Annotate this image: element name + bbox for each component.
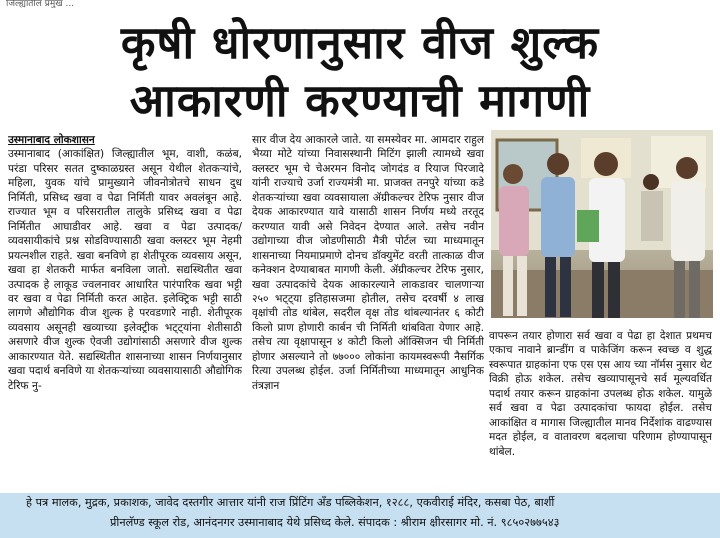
- article-column-2: [252, 133, 484, 493]
- news-photo: [491, 130, 713, 318]
- top-cut-text: जिल्ह्यातील प्रमुख ...: [6, 0, 75, 8]
- column-2-text: सार वीज देय आकारले जाते. या समस्येवर मा. आमदार राहुल भैय्या मोटे यांच्या निवासस्थानी मिटिंग झाली त्यामध्ये खवा क्लस्टर भूम चे चेअरमन विनोद जोगदंड व रियाज पिरजादे यांनी राज्याचे उर्जा राज्यमंत्री मा. प्राजक्त तनपुरे यांच्या कडे शेतकऱ्यांच्या खवा व्यवसायाला ॲग्रीकल्चर टेरिफ नुसार वीज देयक आकारण्यात यावे यासाठी शासन निर्णय मध्ये तरतूद करण्यात यावी असे निवेदन देण्यात आले. तसेच नवीन उद्योगाच्या वीज जोडणीसाठी मैत्री पोर्टल च्या माध्यमातून शासनाच्या नियमाप्रमाणे दोनच डॉक्युमेंट वरती तात्काळ वीज कनेक्शन देण्याबाबत मागणी केली. ॲग्रीकल्चर टेरिफ नुसार, खवा उत्पादकांचे देयक आकारल्याने लाकडावर चालणाऱ्या २५० भट्ट्या इतिहासजमा होतील, तसेच दरवर्षी ४ लाख वृक्षांची तोड थांबेल, सदरील वृक्ष तोड थांबल्यानंतर ६ कोटी किलो प्राण होणारी कार्बन ची निर्मिती थांबविता येणार आहे. तसेच त्या वृक्षापासून ४ कोटी किलो ऑक्सिजन ची निर्मिती होणार असल्याने तो ७७००० लोकांना कायमस्वरूपी नैसर्गिक रित्या उपलब्ध होईल. उर्जा निर्मितीच्या माध्यमातून आधुनिक तंत्रज्ञान: [252, 134, 484, 392]
- headline-line-1: कृषी धोरणानुसार वीज शुल्क: [120, 16, 600, 69]
- imprint-footer: [0, 493, 720, 538]
- imprint-line-2: प्रीनलॅण्ड स्कूल रोड, आनंदनगर उस्मानाबाद येथे प्रसिध्द केले. संपादक : श्रीराम क्षीरसागर मो. नं. ९८५०२७७५४३: [110, 516, 560, 529]
- imprint-line-1: हे पत्र मालक, मुद्रक, प्रकाशक, जावेद दस्तगीर आत्तार यांनी राज प्रिंटिंग अँड पब्लिकेशन, १२८८, एकवीराई मंदिर, कसबा पेठ, बार्शी: [26, 496, 555, 509]
- byline: उस्मानाबाद लोकशासन: [8, 134, 95, 146]
- article-column-1: [8, 133, 242, 493]
- article-column-3: [489, 329, 712, 493]
- headline-line-2: आकारणी करण्याची मागणी: [129, 74, 591, 127]
- headline: [0, 14, 720, 130]
- column-3-text: वापरून तयार होणारा सर्व खवा व पेढा हा देशात प्रथमच एकाच नावाने ब्रान्डींग व पाकेजिंग करून स्वच्छ व शुद्ध स्वरूपात ग्राहकांना एफ एस एस आय च्या नॉर्मस नुसार थेट विक्री होऊ शकेल. तसेच खव्यापासूनचे सर्व मूल्यवर्धित पदार्थ तयार करून ग्राहकांना उपलब्ध होऊ शकेल. यामुळे सर्व खवा व पेढा उत्पादकांचा फायदा होईल. तसेच आकांक्षित व मागास जिल्ह्यातील मानव निर्देशांक वाढण्यास मदत होईल, व वातावरण बदलाचा परिणाम होण्यापासून थांबेल.: [489, 330, 712, 458]
- column-1-text: उस्मानाबाद (आकांक्षित) जिल्ह्यातील भूम, वाशी, कळंब, परंडा परिसर सतत दुष्काळग्रस्त असून येथील शेतकऱ्यांचे, महिला, युवक यांचे प्रामुख्याने जीवनोत्रोतचे साधन दुध निर्मिती, प्रसिध्द खवा व पेढा निर्मिती यावर अवलंबून आहे. राज्यात भूम व परिसरातील तालुके प्रसिध्द खवा व पेढा निर्मितीत आघाडीवर आहे. खवा व पेढा उत्पादक/व्यवसायीकांचे प्रश्न सोडविण्यासाठी खवा क्लस्टर भूम नेहमी प्रयत्नशील राहते. खवा बनविणे हा शेतीपूरक व्यवसाय असून, खवा हा शेतकरी मार्फत बनविला जातो. सद्यस्थितीत खवा उत्पादक हे लाकूड ज्वलनावर आधारित पारंपारिक खवा भट्टी वर खवा व पेढा निर्मिती करत आहेत. इलेक्ट्रिक भट्टी साठी लागणे औद्योगिक वीज शुल्क हे परवडणारे नाही. शेतीपूरक व्यवसाय असूनही खव्याच्या इलेक्ट्रीक भट्ट्यांना शेतीसाठी असणारे वीज शुल्क ऐवजी उद्योगांसाठी असणारे वीज शुल्क आकारण्यात येते. सद्यस्थितीत शासनाच्या शासन निर्णयानुसार खवा पदार्थ बनविणे या शेतकऱ्यांच्या व्यवसायासाठी औद्योगिक टेरिफ नु-: [8, 148, 242, 392]
- photo-illustration: [491, 130, 713, 318]
